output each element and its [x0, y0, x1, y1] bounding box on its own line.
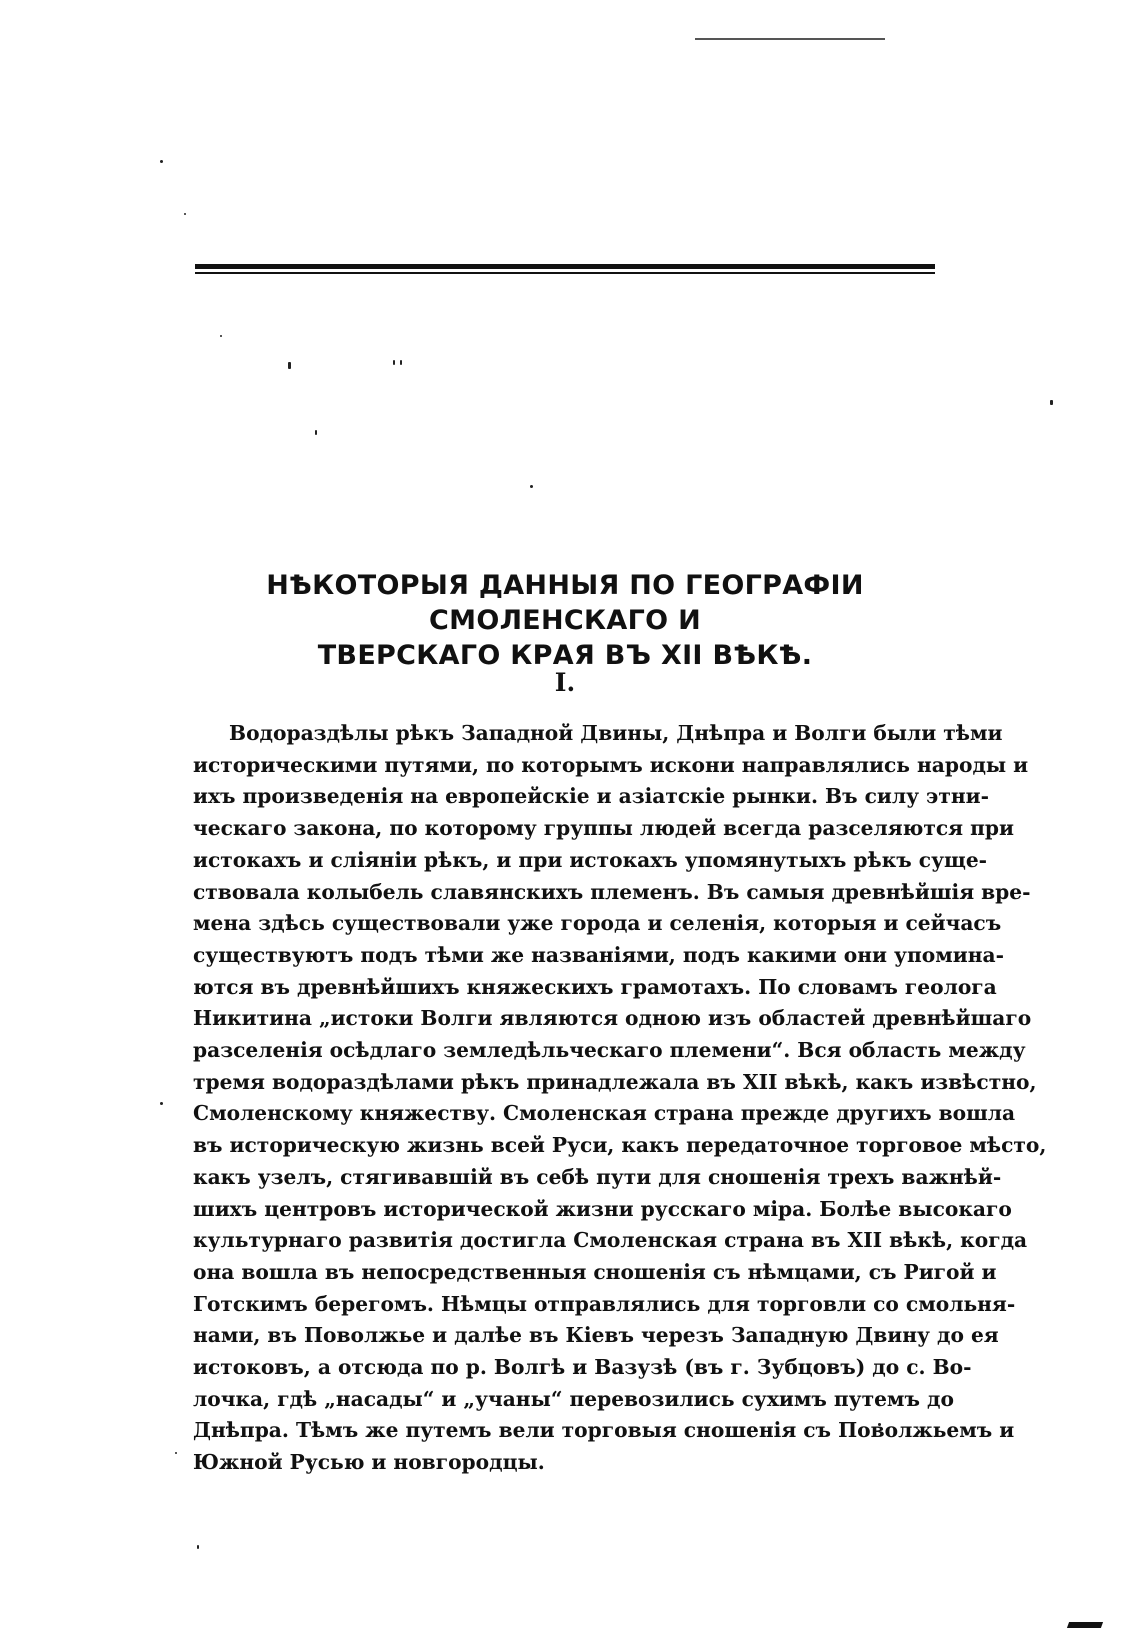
- section-number: I.: [554, 668, 576, 697]
- article-title-line-1: НѢКОТОРЫЯ ДАННЫЯ ПО ГЕОГРАФІИ СМОЛЕНСКАГО И: [266, 570, 864, 636]
- paragraph-line: Днѣпра. Тѣмъ же путемъ вели торговыя сношенія съ Поволжьемъ и: [193, 1418, 1015, 1443]
- paragraph-line: мена здѣсь существовали уже города и селенія, которыя и сейчасъ: [193, 911, 1002, 936]
- paragraph-line: культурнаго развитія достигла Смоленская страна въ XII вѣкѣ, когда: [193, 1228, 1028, 1253]
- scan-speck: [160, 1102, 163, 1105]
- paragraph-line: Смоленскому княжеству. Смоленская страна прежде другихъ вошла: [193, 1101, 1016, 1126]
- scan-speck: [184, 213, 186, 215]
- paragraph-line: разселенія осѣдлаго земледѣльческаго племени“. Вся область между: [193, 1038, 1026, 1063]
- scan-speck: [288, 362, 291, 369]
- paragraph-line: ческаго закона, по которому группы людей всегда разселяются при: [193, 816, 1014, 841]
- top-rule: [695, 38, 885, 40]
- scan-speck: [400, 360, 402, 365]
- header-rule-thin: [195, 272, 935, 274]
- paragraph-line: шихъ центровъ исторической жизни русскаго міра. Болѣе высокаго: [193, 1196, 1012, 1221]
- paragraph-line: тремя водораздѣлами рѣкъ принадлежала въ XII вѣкѣ, какъ извѣстно,: [193, 1069, 1037, 1094]
- paragraph-line: истокахъ и сліяніи рѣкъ, и при истокахъ упомянутыхъ рѣкъ суще-: [193, 847, 988, 872]
- paragraph-line: Водораздѣлы рѣкъ Западной Двины, Днѣпра и Волги были тѣми: [229, 721, 1003, 745]
- paragraph-line: Никитина „истоки Волги являются одною изъ областей древнѣйшаго: [193, 1006, 1032, 1031]
- paragraph-line: Готскимъ берегомъ. Нѣмцы отправлялись для торговли со смольня-: [193, 1291, 1016, 1316]
- header-rule-thick: [195, 264, 935, 269]
- paragraph-line: истоковъ, а отсюда по р. Волгѣ и Вазузѣ (въ г. Зубцовъ) до с. Во-: [193, 1355, 972, 1380]
- paragraph-line: историческими путями, по которымъ искони направлялись народы и: [193, 752, 1029, 777]
- paragraph-line: ихъ произведенія на европейскіе и азіатскіе рынки. Въ силу этни-: [193, 784, 989, 809]
- paragraph-line: нами, въ Поволжье и далѣе въ Кіевъ черезъ Западную Двину до ея: [193, 1323, 999, 1348]
- paragraph-line: Южной Русью и новгородцы.: [193, 1450, 545, 1475]
- header-double-rule: [195, 264, 935, 274]
- article-title: [190, 568, 940, 673]
- paragraph-line: какъ узелъ, стягивавшій въ себѣ пути для сношенія трехъ важнѣй-: [193, 1164, 1002, 1189]
- article-title-line-2: ТВЕРСКАГО КРАЯ ВЪ XII ВѢКѢ.: [317, 640, 813, 671]
- paragraph-line: существуютъ подъ тѣми же названіями, подъ какими они упомина-: [193, 942, 1004, 967]
- scan-speck: [197, 1545, 199, 1549]
- corner-ink-mark: [1067, 1622, 1103, 1628]
- scan-speck: [315, 430, 317, 435]
- paragraph-line: въ историческую жизнь всей Руси, какъ передаточное торговое мѣсто,: [193, 1133, 1047, 1158]
- scan-speck: [530, 485, 533, 488]
- scan-speck: [175, 1452, 177, 1454]
- paragraph-line: она вошла въ непосредственныя сношенія съ нѣмцами, съ Ригой и: [193, 1259, 997, 1284]
- paragraph-line: ются въ древнѣйшихъ княжескихъ грамотахъ. По словамъ геолога: [193, 974, 997, 999]
- paragraph-line: лочка, гдѣ „насады“ и „учаны“ перевозились сухимъ путемъ до: [193, 1386, 954, 1411]
- scan-speck: [1050, 400, 1053, 405]
- paragraph-line: ствовала колыбель славянскихъ племенъ. Въ самыя древнѣйшія вре-: [193, 879, 1031, 904]
- scan-speck: [220, 335, 222, 337]
- scan-speck: [393, 360, 395, 365]
- scan-speck: [160, 160, 163, 163]
- body-paragraph: [193, 718, 1047, 1479]
